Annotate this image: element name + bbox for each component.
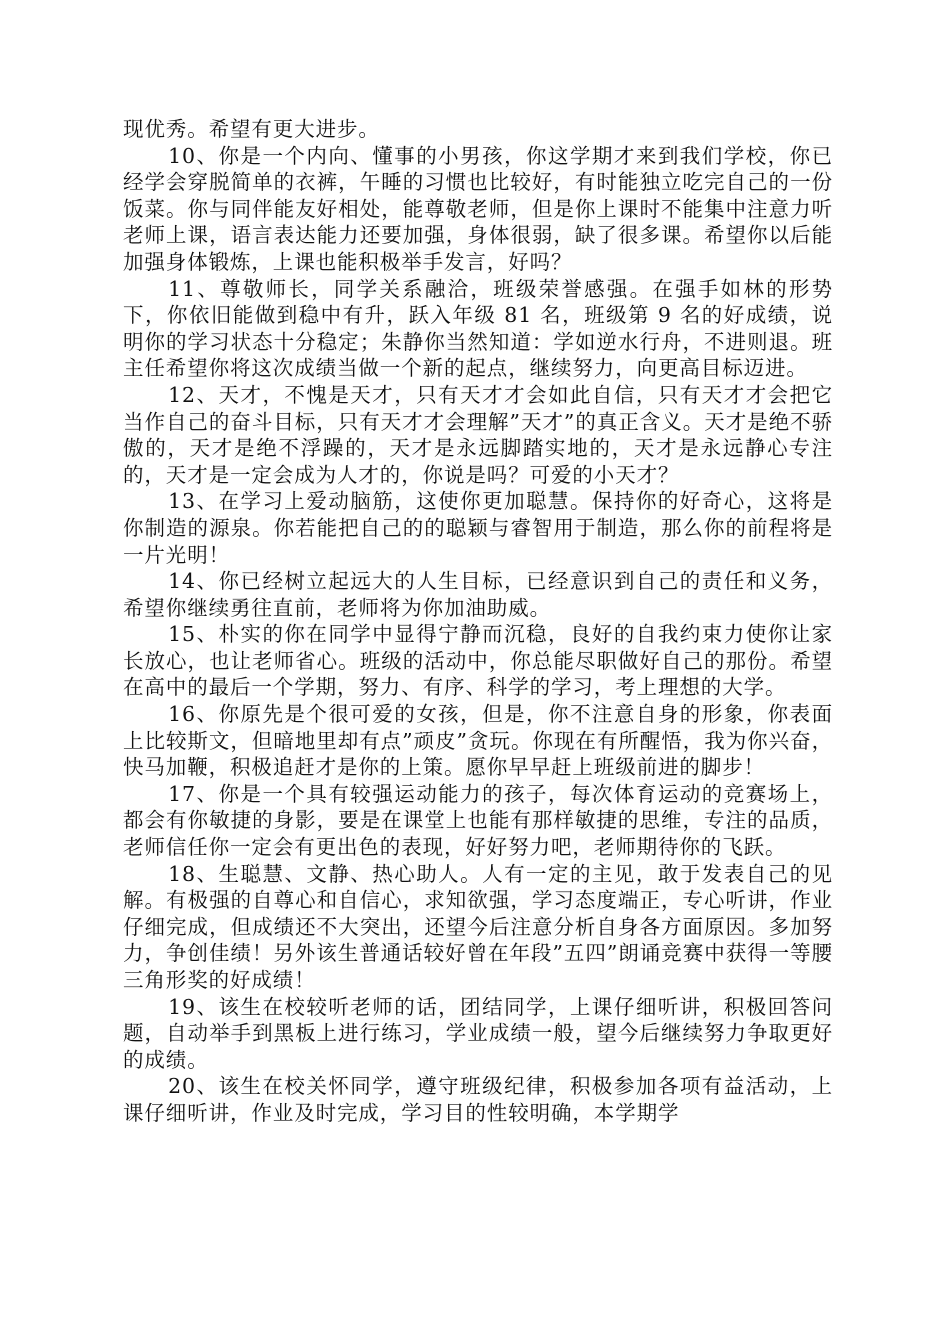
paragraph-comment-14: 14、你已经树立起远大的人生目标，已经意识到自己的责任和义务，希望你继续勇往直前，老师将为你加油助威。 [123,569,833,620]
paragraph-comment-12: 12、天才，不愧是天才，只有天才才会如此自信，只有天才才会把它当作自己的奋斗目标，只有天才才会理解”天才”的真正含义。天才是绝不骄傲的，天才是绝不浮躁的，天才是永远脚踏实地的，天才是永远静心专注的，天才是一定会成为人才的，你说是吗？可爱的小天才？ [123,382,833,487]
paragraph-continuation: 现优秀。希望有更大进步。 [123,117,380,141]
document-body [123,116,833,1127]
paragraph-comment-13: 13、在学习上爱动脑筋，这使你更加聪慧。保持你的好奇心，这将是你制造的源泉。你若能把自己的的聪颖与睿智用于制造，那么你的前程将是一片光明！ [123,489,833,567]
paragraph-comment-15: 15、朴实的你在同学中显得宁静而沉稳，良好的自我约束力使你让家长放心，也让老师省心。班级的活动中，你总能尽职做好自己的那份。希望在高中的最后一个学期，努力、有序、科学的学习，考上理想的大学。 [123,622,833,700]
paragraph-comment-20: 20、该生在校关怀同学，遵守班级纪律，积极参加各项有益活动，上课仔细听讲，作业及时完成，学习目的性较明确，本学期学 [123,1074,833,1125]
paragraph-comment-17: 17、你是一个具有较强运动能力的孩子，每次体育运动的竞赛场上，都会有你敏捷的身影，要是在课堂上也能有那样敏捷的思维，专注的品质，老师信任你一定会有更出色的表现，好好努力吧，老师期待你的飞跃。 [123,781,833,860]
paragraph-comment-11: 11、尊敬师长，同学关系融洽，班级荣誉感强。在强手如林的形势下，你依旧能做到稳中有升，跃入年级 81 名，班级第 9 名的好成绩，说明你的学习状态十分稳定；朱静你当然知道：学如逆水行舟，不进则退。班主任希望你将这次成绩当做一个新的起点，继续努力，向更高目标迈进。 [123,276,833,381]
paragraph-comment-10: 10、你是一个内向、懂事的小男孩，你这学期才来到我们学校，你已经学会穿脱简单的衣裤，午睡的习惯也比较好，有时能独立吃完自己的一份饭菜。你与同伴能友好相处，能尊敬老师，但是你上课时不能集中注意力听老师上课，语言表达能力还要加强，身体很弱，缺了很多课。希望你以后能加强身体锻炼，上课也能积极举手发言，好吗？ [123,143,833,274]
paragraph-comment-16: 16、你原先是个很可爱的女孩，但是，你不注意自身的形象，你表面上比较斯文，但暗地里却有点”顽皮”贪玩。你现在有所醒悟，我为你兴奋，快马加鞭，积极追赶才是你的上策。愿你早早赶上班级前进的脚步！ [123,702,833,780]
paragraph-comment-19: 19、该生在校较听老师的话，团结同学，上课仔细听讲，积极回答问题，自动举手到黑板上进行练习，学业成绩一般，望今后继续努力争取更好的成绩。 [123,994,833,1072]
paragraph-comment-18: 18、生聪慧、文静、热心助人。人有一定的主见，敢于发表自己的见解。有极强的自尊心和自信心，求知欲强，学习态度端正，专心听讲，作业仔细完成，但成绩还不大突出，还望今后注意分析自身各方面原因。多加努力，争创佳绩！另外该生普通话较好曾在年段”五四”朗诵竞赛中获得一等腰三角形奖的好成绩！ [123,861,833,992]
